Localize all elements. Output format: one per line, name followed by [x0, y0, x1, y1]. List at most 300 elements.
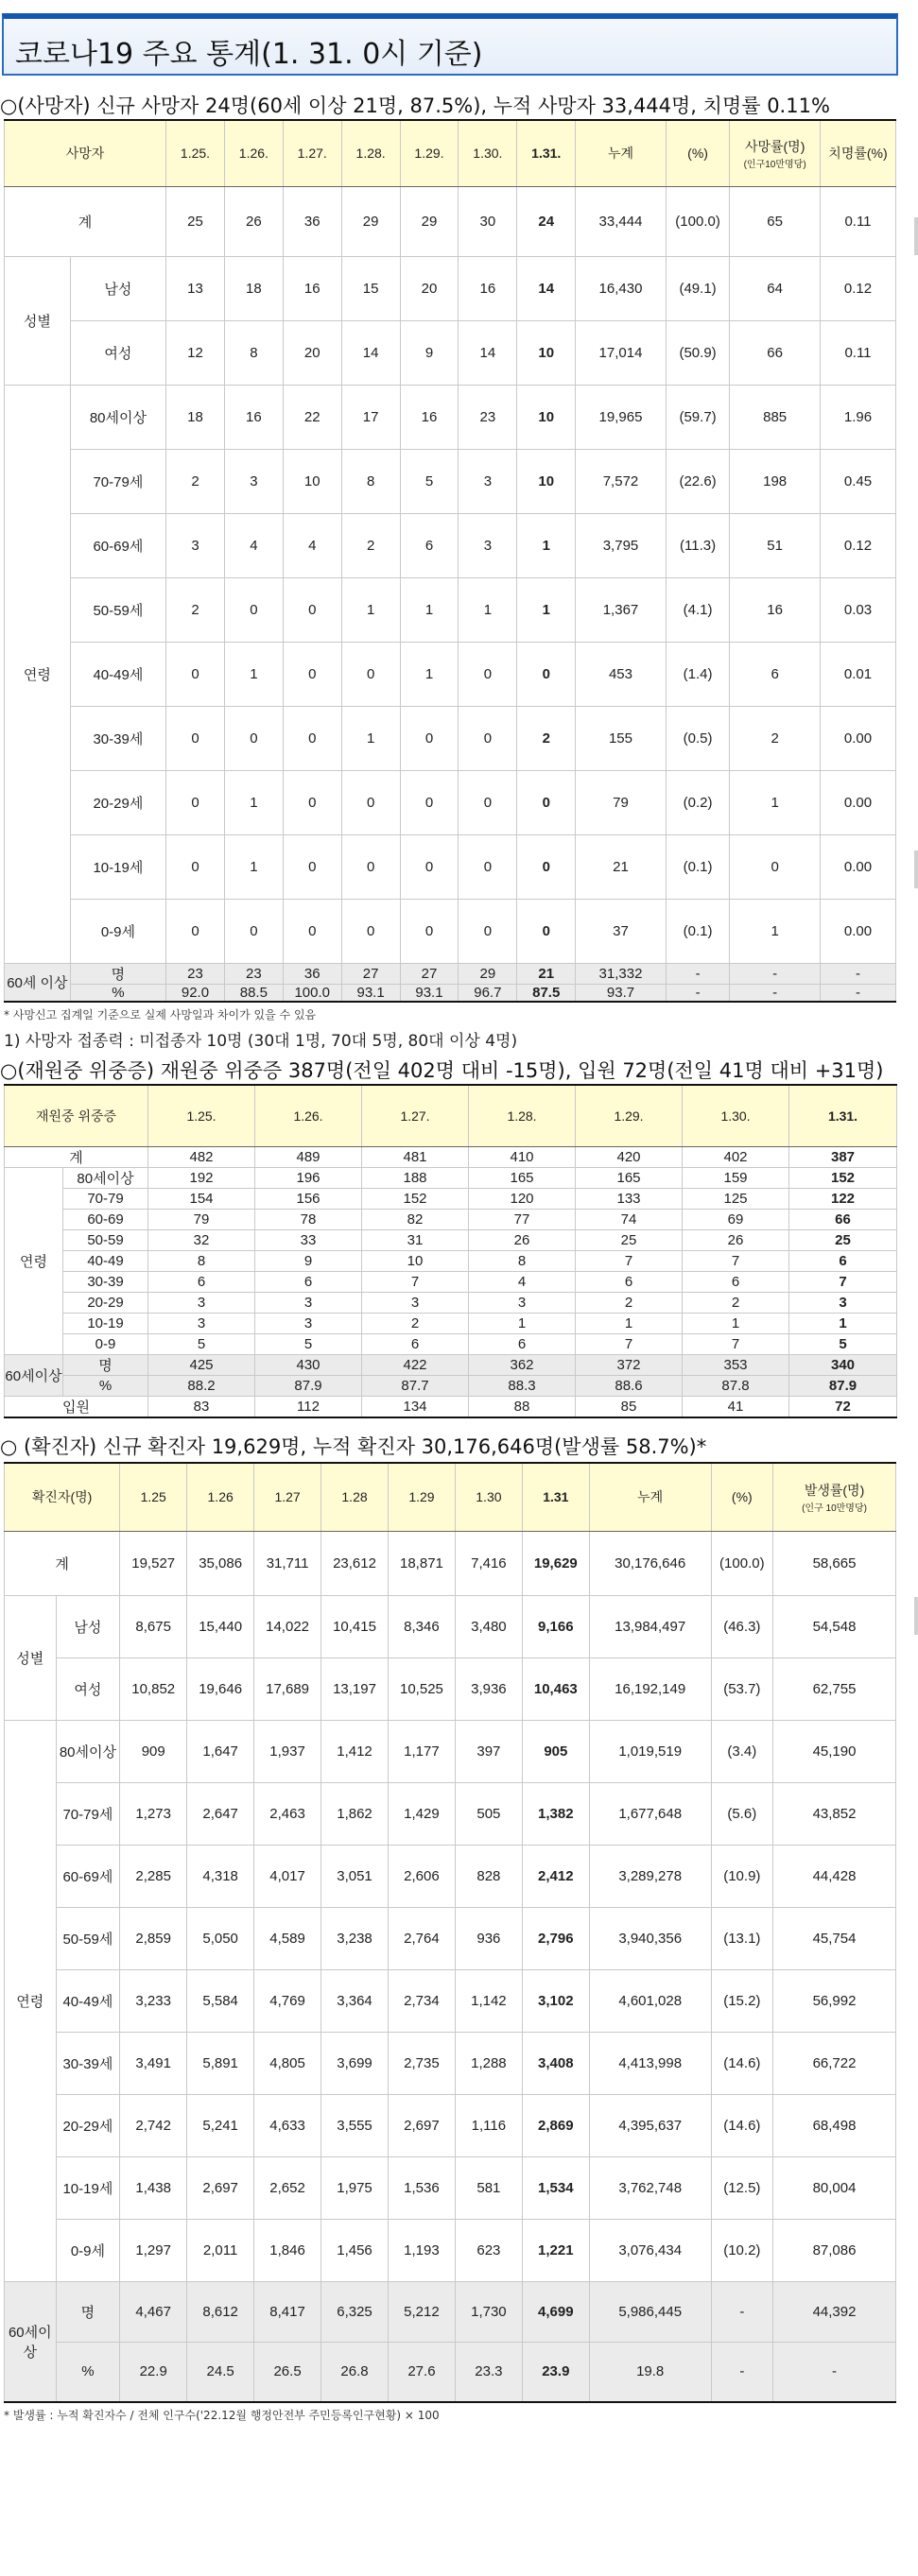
header-label: 1.28.: [355, 146, 386, 162]
value-cell: 4,633: [254, 2094, 321, 2156]
value-cell: 828: [455, 1845, 522, 1907]
value-cell: 2: [362, 1313, 469, 1333]
value-cell: 1: [341, 577, 400, 642]
value-cell: 16,430: [576, 256, 667, 320]
value-cell: 8: [224, 320, 283, 385]
header-label: 1.25.: [186, 1108, 217, 1124]
value-cell: 27: [341, 963, 400, 984]
header-label: 1.26: [207, 1489, 234, 1505]
value-cell: 340: [789, 1354, 897, 1375]
row-label: %: [70, 984, 165, 1002]
value-cell: 66: [789, 1209, 897, 1229]
header-cell: [711, 1463, 772, 1531]
value-cell: 62,755: [773, 1657, 896, 1720]
row-label: 0-9세: [56, 2219, 120, 2281]
scrollbar-thumb[interactable]: [914, 1597, 918, 1635]
value-cell: 0: [730, 834, 821, 899]
value-cell: 6: [730, 642, 821, 706]
value-cell: 1,534: [522, 2156, 589, 2219]
value-cell: 5: [148, 1333, 255, 1354]
row-label: 30-39세: [70, 706, 165, 770]
value-cell: 3: [469, 1292, 576, 1313]
value-cell: 402: [683, 1146, 789, 1167]
header-label: 1.29.: [614, 1108, 644, 1124]
group-label: 60세이상: [5, 1354, 63, 1396]
row-label: 50-59세: [70, 577, 165, 642]
header-cell: [455, 1463, 522, 1531]
value-cell: 2,606: [388, 1845, 455, 1907]
value-cell: 2,647: [187, 1782, 254, 1845]
value-cell: 0: [400, 770, 459, 834]
value-cell: 1: [224, 834, 283, 899]
value-cell: 87.8: [683, 1375, 789, 1396]
value-cell: 196: [255, 1167, 362, 1188]
row-label: 명: [63, 1354, 148, 1375]
value-cell: 4,467: [120, 2281, 187, 2342]
value-cell: 18: [224, 256, 283, 320]
value-cell: 0: [517, 770, 576, 834]
row-label: 여성: [56, 1657, 120, 1720]
value-cell: 0: [283, 834, 341, 899]
value-cell: 3,936: [455, 1657, 522, 1720]
header-cell: [820, 120, 895, 186]
value-cell: 6,325: [321, 2281, 389, 2342]
header-label: 확진자(명): [31, 1489, 93, 1505]
header-label: 누계: [637, 1489, 664, 1505]
header-label: 1.30.: [473, 146, 503, 162]
value-cell: 3,940,356: [589, 1907, 711, 1969]
value-cell: 87.9: [255, 1375, 362, 1396]
value-cell: 2,285: [120, 1845, 187, 1907]
row-label: 80세이상: [70, 385, 165, 449]
value-cell: 33: [255, 1229, 362, 1250]
value-cell: 83: [148, 1396, 255, 1417]
value-cell: 165: [576, 1167, 683, 1188]
value-cell: 10: [362, 1250, 469, 1271]
value-cell: -: [711, 2342, 772, 2402]
value-cell: -: [820, 984, 895, 1002]
value-cell: 453: [576, 642, 667, 706]
value-cell: 3: [255, 1313, 362, 1333]
row-label: 명: [56, 2281, 120, 2342]
value-cell: 3,795: [576, 513, 667, 577]
value-cell: 24.5: [187, 2342, 254, 2402]
group-label: 연령: [5, 1720, 57, 2281]
value-cell: 1,429: [388, 1782, 455, 1845]
value-cell: 68,498: [773, 2094, 896, 2156]
row-label: 60-69세: [70, 513, 165, 577]
header-cell: [341, 120, 400, 186]
value-cell: 2,463: [254, 1782, 321, 1845]
value-cell: 31,711: [254, 1531, 321, 1595]
value-cell: 7: [683, 1333, 789, 1354]
value-cell: 10: [517, 320, 576, 385]
value-cell: 0: [166, 706, 225, 770]
value-cell: 3,408: [522, 2032, 589, 2094]
value-cell: 1: [224, 770, 283, 834]
value-cell: 9,166: [522, 1595, 589, 1657]
value-cell: 3: [459, 513, 517, 577]
value-cell: 152: [362, 1188, 469, 1209]
header-label: 1.25.: [180, 146, 211, 162]
value-cell: (3.4): [711, 1720, 772, 1782]
value-cell: 35,086: [187, 1531, 254, 1595]
header-label: 1.30.: [720, 1108, 751, 1124]
value-cell: 0: [283, 770, 341, 834]
value-cell: 885: [730, 385, 821, 449]
value-cell: 2: [730, 706, 821, 770]
value-cell: 2,742: [120, 2094, 187, 2156]
header-cell: [254, 1463, 321, 1531]
value-cell: 0: [517, 834, 576, 899]
header-cell: [517, 120, 576, 186]
header-cell: [666, 120, 730, 186]
row-label: 70-79: [63, 1188, 148, 1209]
value-cell: -: [820, 963, 895, 984]
value-cell: 4,589: [254, 1907, 321, 1969]
value-cell: 19,527: [120, 1531, 187, 1595]
value-cell: 192: [148, 1167, 255, 1188]
value-cell: 23,612: [321, 1531, 389, 1595]
value-cell: 0: [283, 642, 341, 706]
header-sublabel: (인구10만명당): [743, 159, 806, 170]
value-cell: (0.5): [666, 706, 730, 770]
value-cell: 14,022: [254, 1595, 321, 1657]
value-cell: (4.1): [666, 577, 730, 642]
value-cell: 23.3: [455, 2342, 522, 2402]
value-cell: 0.11: [820, 186, 895, 256]
value-cell: 120: [469, 1188, 576, 1209]
value-cell: 10,525: [388, 1657, 455, 1720]
value-cell: 10,852: [120, 1657, 187, 1720]
value-cell: 1,937: [254, 1720, 321, 1782]
row-label: 30-39세: [56, 2032, 120, 2094]
value-cell: 0.12: [820, 513, 895, 577]
value-cell: 489: [255, 1146, 362, 1167]
value-cell: 12: [166, 320, 225, 385]
value-cell: 65: [730, 186, 821, 256]
value-cell: 481: [362, 1146, 469, 1167]
value-cell: 8,417: [254, 2281, 321, 2342]
value-cell: 66,722: [773, 2032, 896, 2094]
row-label: 계: [5, 1146, 148, 1167]
value-cell: -: [730, 984, 821, 1002]
value-cell: 3: [789, 1292, 897, 1313]
value-cell: 1: [730, 770, 821, 834]
header-cell: [166, 120, 225, 186]
value-cell: 93.7: [576, 984, 667, 1002]
value-cell: (50.9): [666, 320, 730, 385]
value-cell: 15,440: [187, 1595, 254, 1657]
value-cell: 37: [576, 899, 667, 963]
header-cell: [283, 120, 341, 186]
value-cell: 93.1: [341, 984, 400, 1002]
value-cell: 72: [789, 1396, 897, 1417]
value-cell: 7: [576, 1333, 683, 1354]
value-cell: (14.6): [711, 2032, 772, 2094]
value-cell: 23: [224, 963, 283, 984]
value-cell: 26.8: [321, 2342, 389, 2402]
value-cell: 155: [576, 706, 667, 770]
value-cell: 5,241: [187, 2094, 254, 2156]
value-cell: 10: [517, 449, 576, 513]
value-cell: 10,415: [321, 1595, 389, 1657]
value-cell: -: [730, 963, 821, 984]
value-cell: 430: [255, 1354, 362, 1375]
value-cell: 23: [459, 385, 517, 449]
value-cell: 6: [683, 1271, 789, 1292]
value-cell: 2: [517, 706, 576, 770]
value-cell: 4,318: [187, 1845, 254, 1907]
value-cell: 1: [400, 577, 459, 642]
value-cell: 1,273: [120, 1782, 187, 1845]
value-cell: 44,392: [773, 2281, 896, 2342]
header-cell: [576, 120, 667, 186]
deaths-vaccination-note: 1) 사망자 접종력 : 미접종자 10명 (30대 1명, 70대 5명, 80대 이상 4명): [4, 1032, 518, 1051]
value-cell: 1,438: [120, 2156, 187, 2219]
value-cell: (59.7): [666, 385, 730, 449]
scrollbar-thumb[interactable]: [914, 217, 918, 255]
header-cell: [459, 120, 517, 186]
header-label: 발생률(명): [804, 1482, 865, 1498]
value-cell: 2,796: [522, 1907, 589, 1969]
header-label: 치명률(%): [828, 146, 888, 162]
header-cell: [789, 1085, 897, 1146]
value-cell: (5.6): [711, 1782, 772, 1845]
header-label: 1.27.: [400, 1108, 430, 1124]
value-cell: 4,601,028: [589, 1969, 711, 2032]
value-cell: 88.3: [469, 1375, 576, 1396]
value-cell: 82: [362, 1209, 469, 1229]
header-cell: [522, 1463, 589, 1531]
value-cell: 88.2: [148, 1375, 255, 1396]
value-cell: 79: [148, 1209, 255, 1229]
value-cell: 13,197: [321, 1657, 389, 1720]
value-cell: 8,675: [120, 1595, 187, 1657]
value-cell: (53.7): [711, 1657, 772, 1720]
value-cell: 420: [576, 1146, 683, 1167]
value-cell: 3,102: [522, 1969, 589, 2032]
value-cell: 93.1: [400, 984, 459, 1002]
value-cell: 0.11: [820, 320, 895, 385]
value-cell: 21: [576, 834, 667, 899]
header-cell: [224, 120, 283, 186]
header-cell: [5, 120, 166, 186]
row-label: %: [63, 1375, 148, 1396]
value-cell: 4,413,998: [589, 2032, 711, 2094]
row-label: 30-39: [63, 1271, 148, 1292]
page-title: 코로나19 주요 통계(1. 31. 0시 기준): [15, 38, 483, 71]
value-cell: 16,192,149: [589, 1657, 711, 1720]
value-cell: 23: [166, 963, 225, 984]
header-label: 1.29.: [414, 146, 444, 162]
value-cell: 87.7: [362, 1375, 469, 1396]
value-cell: 14: [517, 256, 576, 320]
value-cell: 45,754: [773, 1907, 896, 1969]
value-cell: 33,444: [576, 186, 667, 256]
value-cell: (49.1): [666, 256, 730, 320]
value-cell: 0: [341, 899, 400, 963]
header-cell: [730, 120, 821, 186]
value-cell: 1,382: [522, 1782, 589, 1845]
value-cell: 581: [455, 2156, 522, 2219]
value-cell: 0: [341, 770, 400, 834]
value-cell: 16: [283, 256, 341, 320]
value-cell: 7,572: [576, 449, 667, 513]
group-label: 연령: [5, 1167, 63, 1354]
header-cell: [469, 1085, 576, 1146]
header-label: 1.31: [543, 1489, 569, 1505]
group-label: 연령: [5, 385, 71, 963]
row-label: 60-69세: [56, 1845, 120, 1907]
value-cell: 1: [459, 577, 517, 642]
value-cell: 29: [400, 186, 459, 256]
value-cell: 7,416: [455, 1531, 522, 1595]
value-cell: 2: [576, 1292, 683, 1313]
value-cell: 0.00: [820, 770, 895, 834]
value-cell: 1,288: [455, 2032, 522, 2094]
value-cell: 133: [576, 1188, 683, 1209]
value-cell: 2,697: [388, 2094, 455, 2156]
value-cell: 3,289,278: [589, 1845, 711, 1907]
value-cell: 79: [576, 770, 667, 834]
header-label: 1.26.: [238, 146, 268, 162]
value-cell: 1,142: [455, 1969, 522, 2032]
value-cell: 0: [459, 899, 517, 963]
value-cell: 0: [166, 642, 225, 706]
value-cell: 0: [400, 899, 459, 963]
value-cell: 5,212: [388, 2281, 455, 2342]
value-cell: 4: [469, 1271, 576, 1292]
value-cell: 2: [341, 513, 400, 577]
value-cell: 0: [341, 642, 400, 706]
header-cell: [187, 1463, 254, 1531]
value-cell: 3: [224, 449, 283, 513]
value-cell: 0: [459, 770, 517, 834]
value-cell: 0.03: [820, 577, 895, 642]
value-cell: 19,965: [576, 385, 667, 449]
value-cell: 26: [469, 1229, 576, 1250]
header-label: 1.29: [408, 1489, 435, 1505]
value-cell: 0.00: [820, 834, 895, 899]
header-label: 1.28: [341, 1489, 368, 1505]
value-cell: 17,014: [576, 320, 667, 385]
row-label: 60-69: [63, 1209, 148, 1229]
value-cell: 78: [255, 1209, 362, 1229]
value-cell: 58,665: [773, 1531, 896, 1595]
header-label: 1.31.: [531, 146, 562, 162]
value-cell: (13.1): [711, 1907, 772, 1969]
value-cell: 19,646: [187, 1657, 254, 1720]
value-cell: 0: [283, 706, 341, 770]
value-cell: 17: [341, 385, 400, 449]
value-cell: -: [773, 2342, 896, 2402]
header-label: 1.28.: [507, 1108, 537, 1124]
value-cell: (46.3): [711, 1595, 772, 1657]
value-cell: 5: [255, 1333, 362, 1354]
value-cell: 14: [341, 320, 400, 385]
value-cell: 19,629: [522, 1531, 589, 1595]
value-cell: 4,017: [254, 1845, 321, 1907]
value-cell: 0: [166, 834, 225, 899]
value-cell: 4,395,637: [589, 2094, 711, 2156]
value-cell: 100.0: [283, 984, 341, 1002]
value-cell: 0.01: [820, 642, 895, 706]
value-cell: 1,647: [187, 1720, 254, 1782]
value-cell: 1,456: [321, 2219, 389, 2281]
value-cell: 36: [283, 186, 341, 256]
value-cell: 69: [683, 1209, 789, 1229]
value-cell: 29: [459, 963, 517, 984]
value-cell: -: [666, 963, 730, 984]
value-cell: 1: [469, 1313, 576, 1333]
value-cell: 31: [362, 1229, 469, 1250]
header-label: 1.26.: [293, 1108, 323, 1124]
value-cell: 7: [789, 1271, 897, 1292]
header-label: (%): [687, 146, 708, 162]
value-cell: 2,859: [120, 1907, 187, 1969]
value-cell: 0: [224, 899, 283, 963]
value-cell: 3,762,748: [589, 2156, 711, 2219]
value-cell: 2: [166, 577, 225, 642]
value-cell: 905: [522, 1720, 589, 1782]
value-cell: 13: [166, 256, 225, 320]
value-cell: -: [666, 984, 730, 1002]
value-cell: 1,221: [522, 2219, 589, 2281]
value-cell: 154: [148, 1188, 255, 1209]
title-banner: [2, 13, 898, 76]
value-cell: 26: [224, 186, 283, 256]
value-cell: 1,367: [576, 577, 667, 642]
value-cell: (22.6): [666, 449, 730, 513]
scrollbar-thumb[interactable]: [914, 850, 918, 888]
value-cell: 0: [166, 770, 225, 834]
value-cell: 36: [283, 963, 341, 984]
value-cell: 505: [455, 1782, 522, 1845]
value-cell: 43,852: [773, 1782, 896, 1845]
header-label: 1.27: [274, 1489, 301, 1505]
value-cell: 44,428: [773, 1845, 896, 1907]
value-cell: 5,891: [187, 2032, 254, 2094]
value-cell: 198: [730, 449, 821, 513]
value-cell: 10,463: [522, 1657, 589, 1720]
row-label: 70-79세: [70, 449, 165, 513]
header-label: 1.31.: [827, 1108, 858, 1124]
value-cell: 64: [730, 256, 821, 320]
value-cell: 936: [455, 1907, 522, 1969]
value-cell: 1: [730, 899, 821, 963]
value-cell: 41: [683, 1396, 789, 1417]
header-cell: [388, 1463, 455, 1531]
row-label: 80세이상: [63, 1167, 148, 1188]
value-cell: 16: [400, 385, 459, 449]
value-cell: (14.6): [711, 2094, 772, 2156]
header-cell: [148, 1085, 255, 1146]
header-cell: [400, 120, 459, 186]
value-cell: (15.2): [711, 1969, 772, 2032]
value-cell: 6: [789, 1250, 897, 1271]
value-cell: 6: [400, 513, 459, 577]
value-cell: 3,233: [120, 1969, 187, 2032]
value-cell: 1: [517, 577, 576, 642]
value-cell: 2: [683, 1292, 789, 1313]
value-cell: 410: [469, 1146, 576, 1167]
row-label: 40-49: [63, 1250, 148, 1271]
cases-heading: ○ (확진자) 신규 확진자 19,629명, 누적 확진자 30,176,646명(발생률 58.7%)*: [0, 1435, 707, 1458]
value-cell: (100.0): [666, 186, 730, 256]
value-cell: 66: [730, 320, 821, 385]
row-label: 0-9: [63, 1333, 148, 1354]
